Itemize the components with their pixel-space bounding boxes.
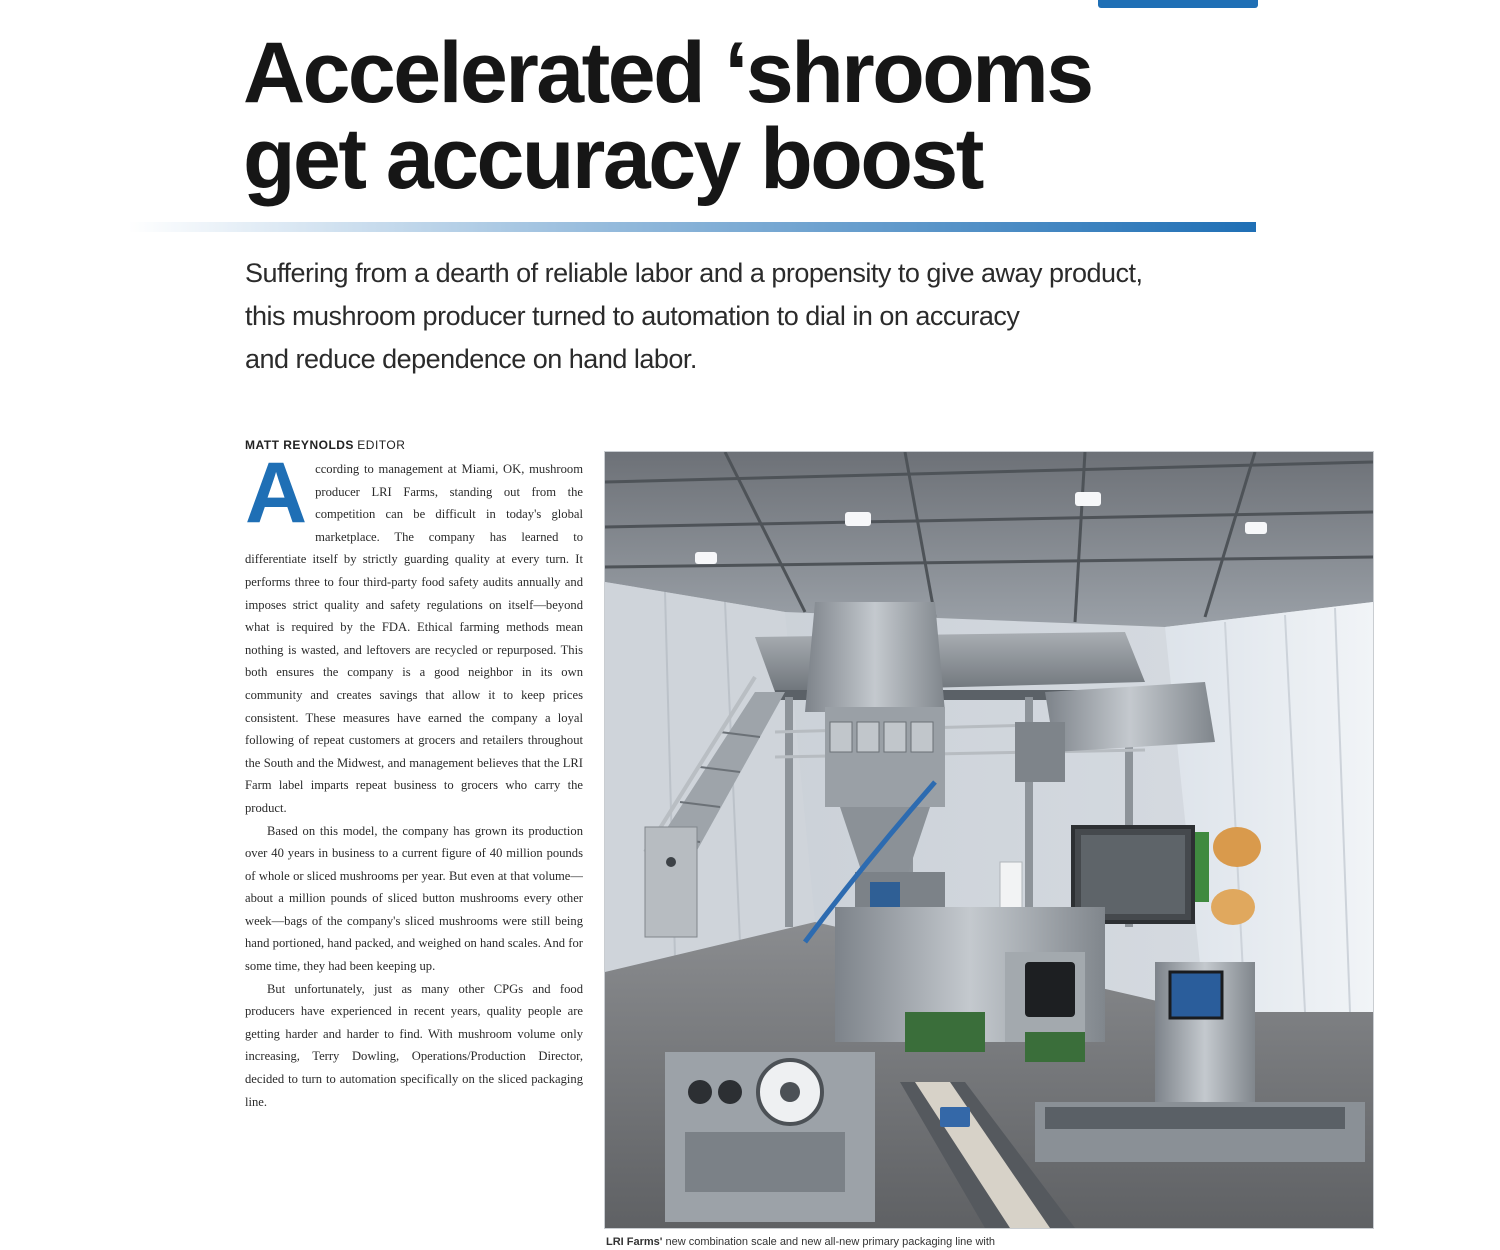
article-headline — [243, 25, 1243, 207]
photo-caption — [606, 1235, 1366, 1250]
deck-line-3: and reduce dependence on hand labor. — [245, 344, 697, 374]
headline-rule — [128, 222, 1256, 232]
body-paragraph-1 — [245, 458, 583, 820]
byline-role: EDITOR — [357, 438, 406, 452]
deck-line-2: this mushroom producer turned to automation to dial in on accuracy — [245, 301, 1020, 331]
byline-author: MATT REYNOLDS — [245, 438, 354, 452]
packaging-line-photo — [604, 451, 1374, 1229]
headline-line-2: get accuracy boost — [243, 111, 982, 207]
headline-line-1: Accelerated ‘shrooms — [243, 25, 1092, 121]
deck-line-1: Suffering from a dearth of reliable labor and a propensity to give away product, — [245, 258, 1143, 288]
article-deck — [245, 252, 1143, 381]
byline — [245, 437, 585, 453]
section-tab — [1098, 0, 1258, 8]
drop-cap: A — [245, 458, 308, 541]
photo-illustration — [605, 452, 1373, 1228]
caption-lead: LRI Farms' — [606, 1236, 663, 1248]
body-paragraph-2: Based on this model, the company has grown its production over 40 years in business to a current figure of 40 million pounds of whole or sliced mushrooms per year. But even at that volume—about a million pounds of sliced button mushrooms every other week—bags of the company's sliced mushrooms were still being hand portioned, hand packed, and weighed on hand scales. And for some time, they had been keeping up. — [245, 823, 583, 974]
article-body — [245, 458, 583, 1250]
body-paragraph-3: But unfortunately, just as many other CPGs and food producers have experienced in recent years, quality people are getting harder and harder to find. With mushroom volume only increasing, Terry Dowling, Operations/Production Director, decided to turn to automation specifically on the sliced packaging line. — [245, 981, 583, 1109]
caption-text: new combination scale and new all-new primary packaging line with — [662, 1236, 996, 1248]
body-paragraph-1-text: ccording to management at Miami, OK, mushroom producer LRI Farms, standing out from the competition can be difficult in today's global marketplace. The company has learned to differentiate itself by strictly guarding quality at every turn. It performs three to four third-party food safety audits annually and imposes strict quality and safety regulations on itself—beyond what is required by the FDA. Ethical farming methods mean nothing is wasted, and leftovers are recycled or repurposed. This both ensures the company is a good neighbor in its own community and creates savings that allow it to keep prices consistent. These measures have earned the company a loyal following of repeat customers at grocers and retailers throughout the South and the Midwest, and management believes that the LRI Farm label imparts repeat business to grocers who carry the product. — [245, 462, 583, 815]
